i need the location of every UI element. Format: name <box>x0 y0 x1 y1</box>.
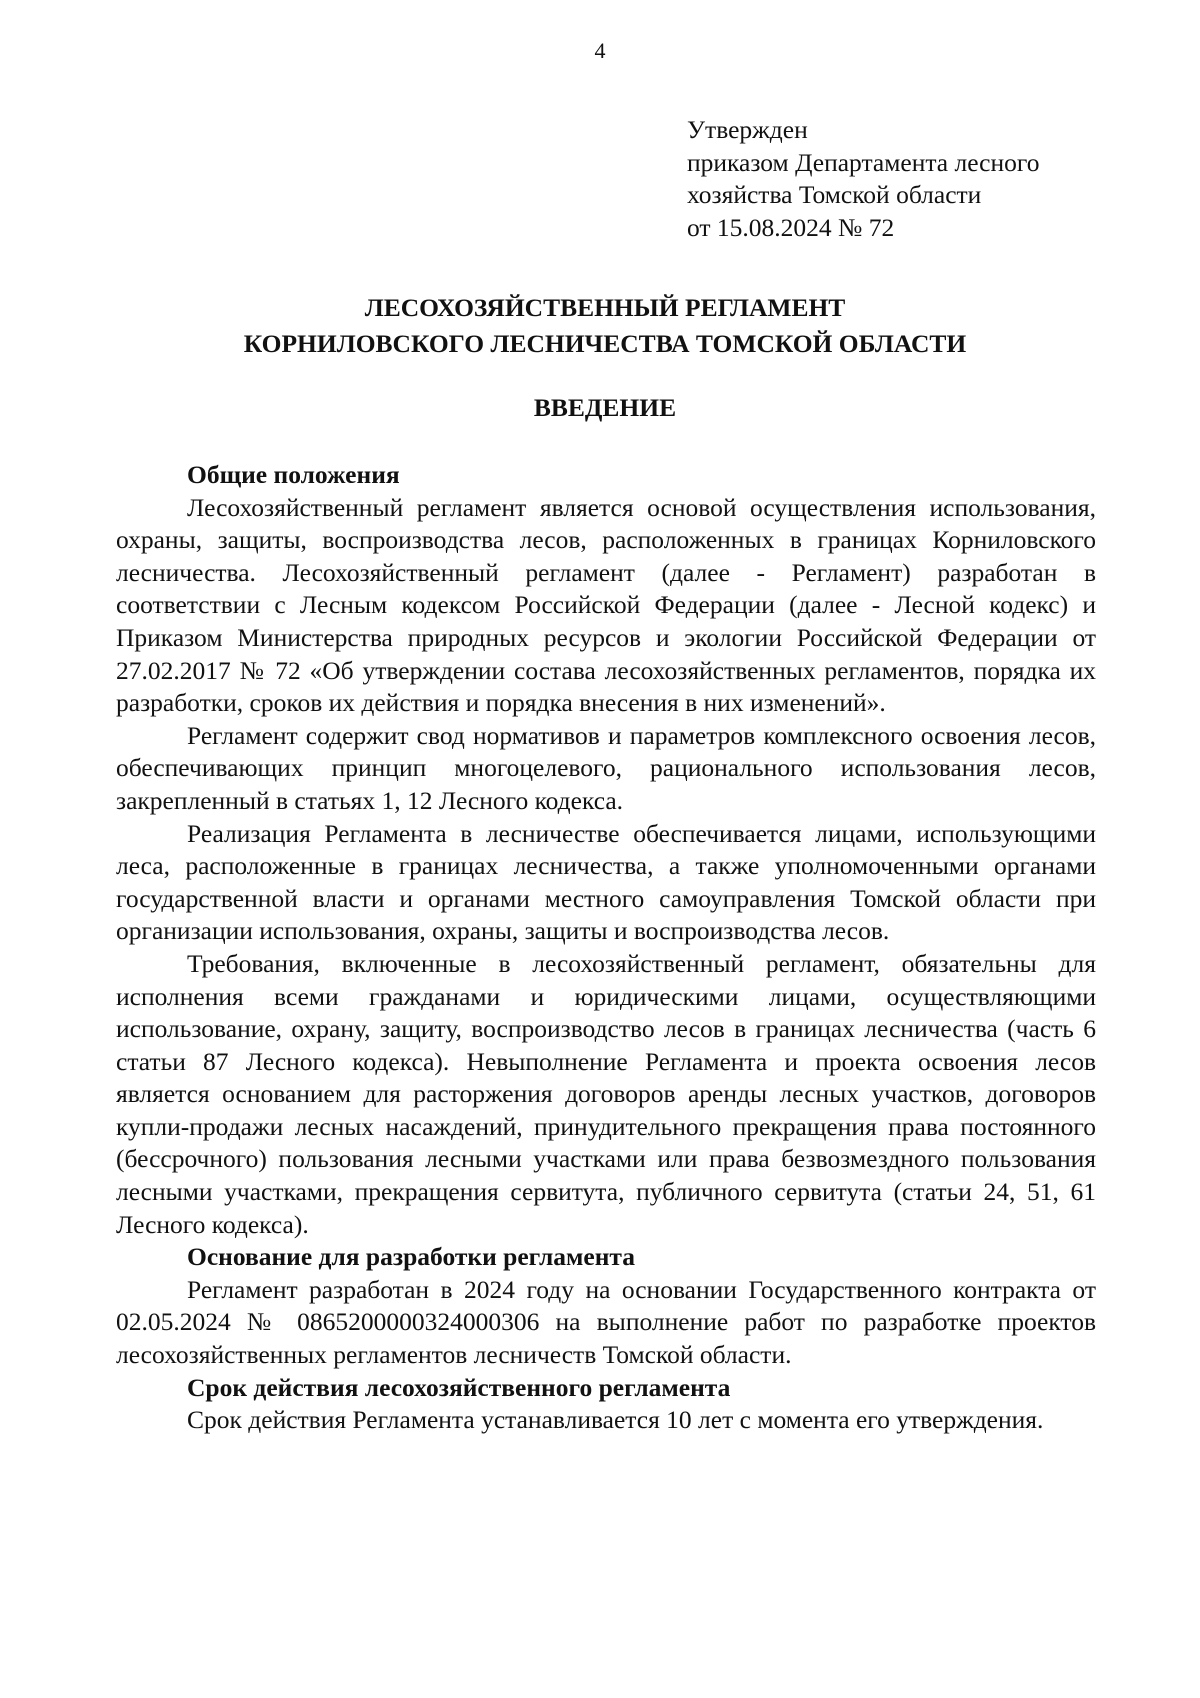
document-title <box>0 290 1200 362</box>
approval-line: Утвержден <box>687 115 808 144</box>
paragraph: Требования, включенные в лесохозяйственный регламент, обязательны для исполнения всеми гражданами и юридическими лицами, осуществляющими использование, охрану, защиту, воспроизводство лесов в границах лесничества (часть 6 статьи 87 Лесного кодекса). Невыполнение Регламента и проекта освоения лесов является основанием для расторжения договоров аренды лесных участков, договоров купли-продажи лесных насаждений, принудительного прекращения права постоянного (бессрочного) пользования лесными участками или права безвозмездного пользования лесными участками, прекращения сервитута, публичного сервитута (статьи 24, 51, 61 Лесного кодекса). <box>116 948 1096 1239</box>
approval-line: приказом Департамента лесного <box>687 147 1040 177</box>
paragraph: Реализация Регламента в лесничестве обеспечивается лицами, использующими леса, расположенные в границах лесничества, а также уполномоченными органами государственной власти и органами местного самоуправления Томской области при организации использования, охраны, защиты и воспроизводства лесов. <box>116 818 1096 946</box>
paragraph: Регламент содержит свод нормативов и параметров комплексного освоения лесов, обеспечивающих принцип многоцелевого, рационального использования лесов, закрепленный в статьях 1, 12 Лесного кодекса. <box>116 720 1096 815</box>
section-heading-basis: Основание для разработки регламента <box>187 1242 635 1272</box>
page-number: 4 <box>594 38 606 63</box>
approval-line: от 15.08.2024 № 72 <box>687 212 895 242</box>
approval-line: хозяйства Томской области <box>687 180 982 210</box>
title-line: КОРНИЛОВСКОГО ЛЕСНИЧЕСТВА ТОМСКОЙ ОБЛАСТИ <box>243 329 967 358</box>
paragraph: Регламент разработан в 2024 году на основании Государственного контракта от 02.05.2024 № 0865200000324000306 на выполнение работ по разработке проектов лесохозяйственных регламентов лесничеств Томской области. <box>116 1274 1096 1370</box>
section-heading-general: Общие положения <box>187 460 400 489</box>
approval-block <box>687 114 1039 244</box>
paragraph: Срок действия Регламента устанавливается 10 лет с момента его утверждения. <box>187 1405 1044 1435</box>
introduction-heading: ВВЕДЕНИЕ <box>533 393 677 422</box>
section-heading-term: Срок действия лесохозяйственного регламента <box>187 1372 731 1402</box>
document-body <box>116 459 1096 1437</box>
paragraph: Лесохозяйственный регламент является основой осуществления использования, охраны, защиты, воспроизводства лесов, расположенных в границах Корниловского лесничества. Лесохозяйственный регламент (далее - Регламент) разработан в соответствии с Лесным кодексом Российской Федерации (далее - Лесной кодекс) и Приказом Министерства природных ресурсов и экологии Российской Федерации от 27.02.2017 № 72 «Об утверждении состава лесохозяйственных регламентов, порядка их разработки, сроков их действия и порядка внесения в них изменений». <box>116 492 1096 718</box>
title-line: ЛЕСОХОЗЯЙСТВЕННЫЙ РЕГЛАМЕНТ <box>364 293 846 322</box>
